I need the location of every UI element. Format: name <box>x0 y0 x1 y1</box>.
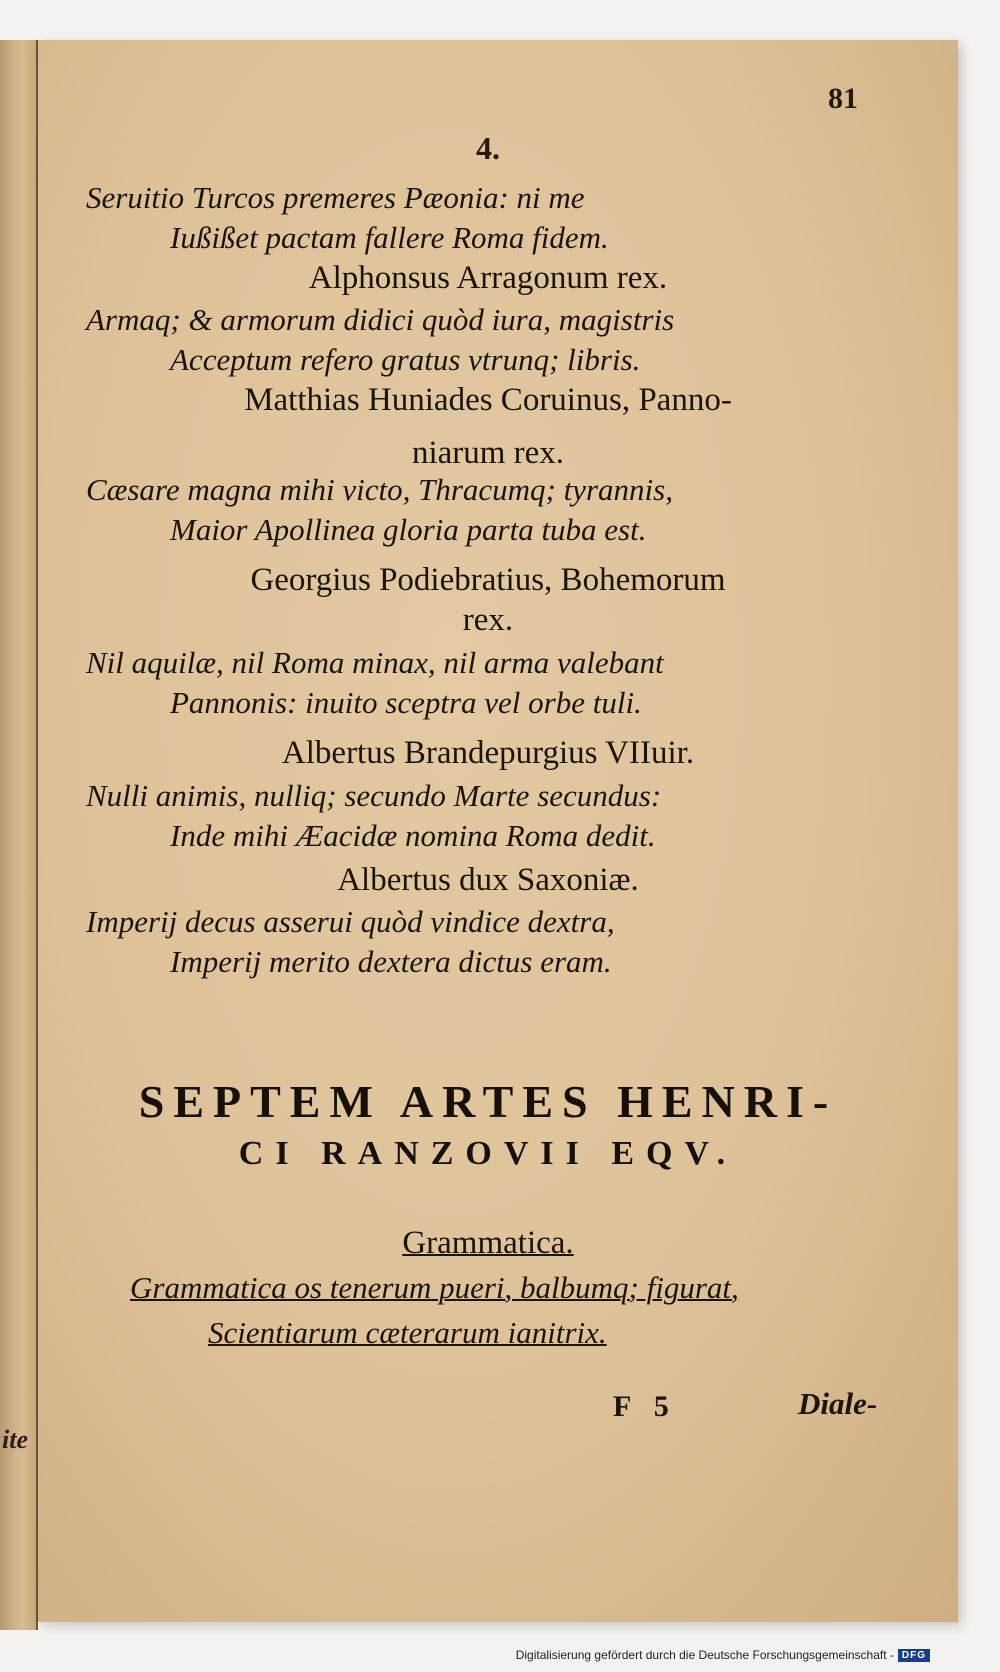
heading-line: rex. <box>462 602 514 638</box>
text-line: Inde mihi Æacidæ nomina Roma dedit. <box>170 818 656 853</box>
catchword: Diale- <box>798 1386 878 1421</box>
text-line: Nil aquilæ, nil Roma minax, nil arma valebant <box>86 645 664 680</box>
poem-number: 4. <box>476 130 500 166</box>
text-line: Maior Apollinea gloria parta tuba est. <box>170 512 647 547</box>
grammar-line: Grammatica os tenerum pueri, balbumq; figurat, <box>130 1270 739 1305</box>
grammar-line: Scientiarum cæterarum ianitrix. <box>208 1315 607 1350</box>
digitization-footer <box>516 1648 930 1662</box>
text-line: Seruitio Turcos premeres Pæonia: ni me <box>86 180 585 215</box>
text-line: Nulli animis, nulliq; secundo Marte secundus: <box>86 778 662 813</box>
book-page <box>38 40 958 1622</box>
text-line: Armaq; & armorum didici quòd iura, magistris <box>86 302 675 337</box>
heading-line: Albertus Brandepurgius VIIuir. <box>281 735 695 771</box>
heading-line: Matthias Huniades Coruinus, Panno- <box>244 382 732 418</box>
left-page-edge <box>0 40 38 1630</box>
section-subtitle: CI RANZOVII EQV. <box>238 1135 738 1172</box>
text-line: Pannonis: inuito sceptra vel orbe tuli. <box>170 685 642 720</box>
heading-line: Georgius Podiebratius, Bohemorum <box>250 562 726 598</box>
text-line: Iußißet pactam fallere Roma fidem. <box>170 220 609 255</box>
subsection-heading: Grammatica. <box>402 1225 574 1261</box>
text-line: Imperij decus asserui quòd vindice dextra, <box>86 904 615 939</box>
text-line: Acceptum refero gratus vtrunq; libris. <box>170 342 641 377</box>
heading-line: Albertus dux Saxoniæ. <box>337 862 639 898</box>
text-line: Imperij merito dextera dictus eram. <box>170 944 612 979</box>
left-page-text-fragment: ite <box>2 1425 28 1454</box>
heading-line: Alphonsus Arragonum rex. <box>308 260 668 296</box>
dfg-logo: DFG <box>898 1649 930 1662</box>
footer-text: Digitalisierung gefördert durch die Deutsche Forschungsgemeinschaft - <box>515 1648 894 1662</box>
section-title: SEPTEM ARTES HENRI- <box>138 1076 838 1127</box>
heading-line: niarum rex. <box>411 435 565 471</box>
signature-mark: F 5 <box>613 1390 677 1423</box>
page-number: 81 <box>828 82 858 115</box>
text-line: Cæsare magna mihi victo, Thracumq; tyrannis, <box>86 472 673 507</box>
